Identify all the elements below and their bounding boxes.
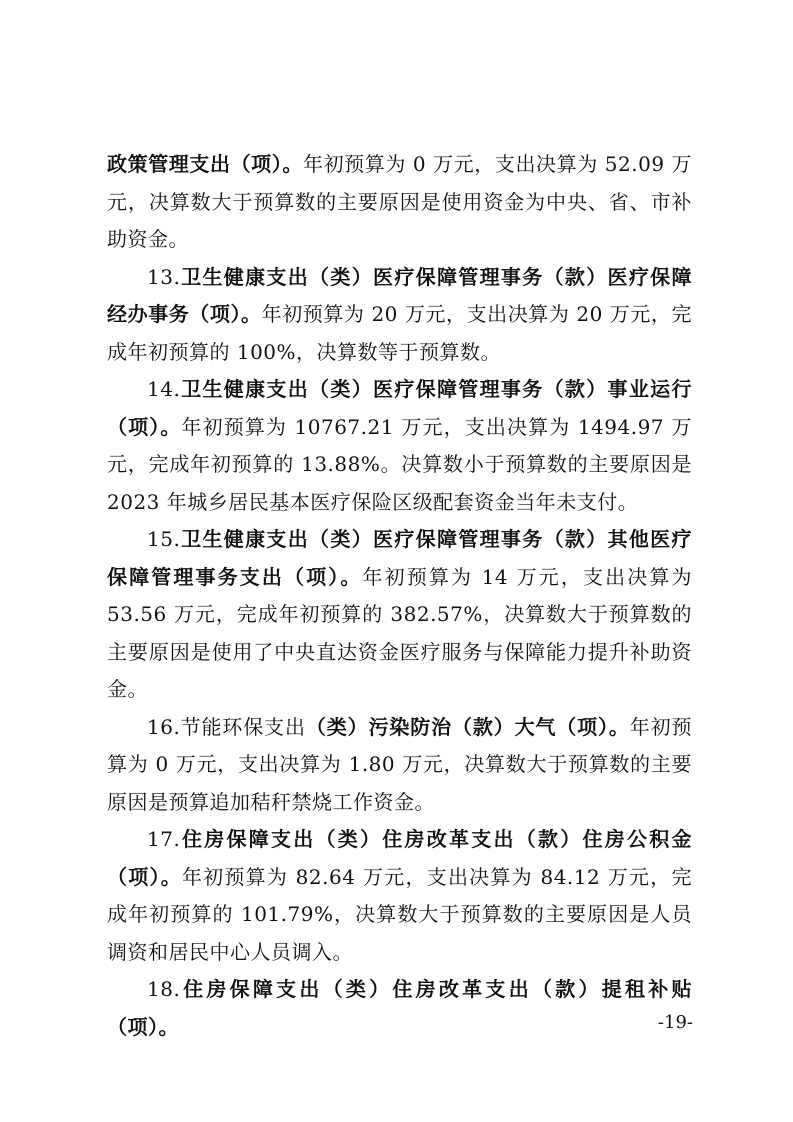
- paragraph-heading: 住房保障支出（类）住房改革支出（款）提租补贴（项）。: [107, 977, 692, 1039]
- paragraph-number: 14.: [147, 377, 181, 401]
- paragraph-13: [107, 259, 692, 372]
- paragraph-16: [107, 709, 692, 822]
- paragraph-heading: 卫生健康支出（类）医疗保障管理事务（款）医疗保障经办事务（项）。: [107, 264, 692, 326]
- paragraph-14: [107, 371, 692, 521]
- paragraph-number: 13.: [147, 264, 181, 289]
- paragraph-body: 年初预算为 10767.21 万元，支出决算为 1494.97 万元，完成年初预算的 13.88%。决算数小于预算数的主要原因是 2023 年城乡居民基本医疗保险区级配套资金当年未支付。: [107, 414, 692, 514]
- paragraph-12-continued: [107, 146, 692, 259]
- paragraph-number: 15.: [147, 527, 181, 551]
- paragraph-heading: 卫生健康支出（类）医疗保障管理事务（款）其他医疗保障管理事务支出（项）。: [107, 527, 692, 589]
- paragraph-body: 年初预算为 20 万元，支出决算为 20 万元，完成年初预算的 100%，决算数等于预算数。: [107, 302, 693, 364]
- document-body: [107, 146, 692, 1046]
- paragraph-18: [107, 971, 692, 1046]
- paragraph-number: 18.: [147, 977, 181, 1001]
- paragraph-heading: 卫生健康支出（类）医疗保障管理事务（款）事业运行（项）。: [107, 377, 692, 439]
- paragraph-number: 16.: [147, 714, 181, 739]
- page-number: -19-: [657, 1012, 693, 1033]
- paragraph-body: 年初预算为 14 万元，支出决算为 53.56 万元，完成年初预算的 382.57%，决算数大于预算数的主要原因是使用了中央直达资金医疗服务与保障能力提升补助资金。: [107, 564, 693, 701]
- paragraph-body: 年初预算为 0 万元，支出决算为 1.80 万元，决算数大于预算数的主要原因是预算追加秸秆禁烧工作资金。: [107, 714, 693, 814]
- paragraph-number: 17.: [147, 827, 181, 851]
- paragraph-heading-prefix: 节能环保支出: [180, 714, 306, 739]
- paragraph-body: 年初预算为 82.64 万元，支出决算为 84.12 万元，完成年初预算的 101.79%，决算数大于预算数的主要原因是人员调资和居民中心人员调入。: [107, 864, 693, 964]
- paragraph-17: [107, 821, 692, 971]
- paragraph-heading: （类）污染防治（款）大气（项）。: [305, 714, 630, 739]
- paragraph-15: [107, 521, 692, 709]
- paragraph-heading: 政策管理支出（项）。: [107, 152, 303, 176]
- paragraph-heading: 住房保障支出（类）住房改革支出（款）住房公积金（项）。: [107, 827, 692, 889]
- paragraph-body: 年初预算为 0 万元，支出决算为 52.09 万元，决算数大于预算数的主要原因是使用资金为中央、省、市补助资金。: [107, 152, 693, 251]
